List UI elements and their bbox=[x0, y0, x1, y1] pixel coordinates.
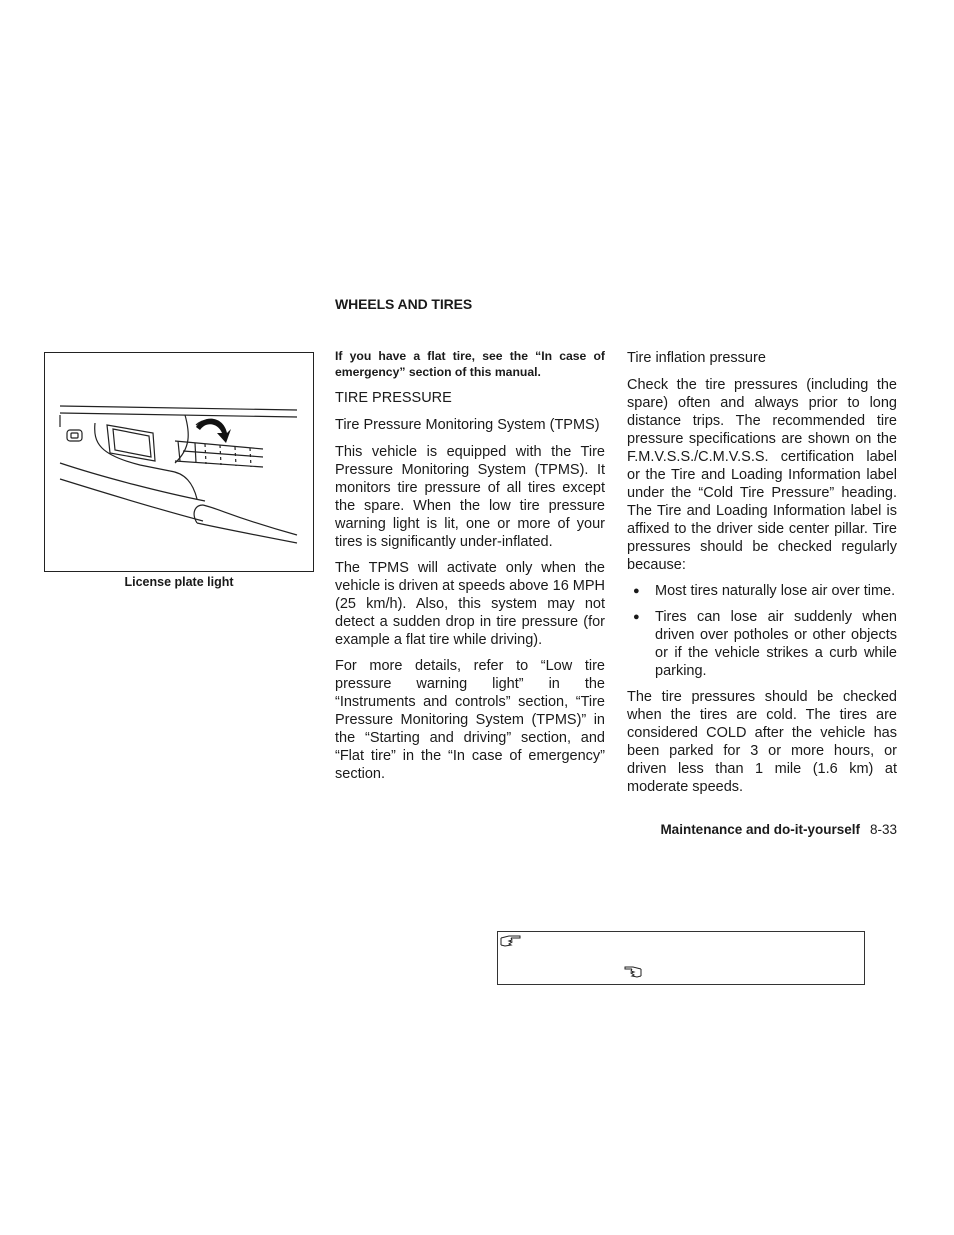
page-number: 8-33 bbox=[869, 822, 897, 837]
tire-pressure-heading: TIRE PRESSURE bbox=[335, 390, 452, 406]
paragraph: The TPMS will activate only when the vehicle is driven at speeds above 16 MPH (25 km/h). Also, this system may not detect a sudden drop in tire pressure (for example a flat tire while driving). bbox=[335, 560, 606, 648]
paragraph: Check the tire pressures (including the spare) often and always prior to long distance trips. The recommended tire pressure specifications are shown on the F.M.V.S.S./C.M.V.S.S. certification label or the Tire and Loading Information label under the “Cold Tire Pressure” heading. The Tire and Loading Information label is affixed to the driver side center pillar. Tire pressures should be checked regularly because: bbox=[627, 377, 897, 573]
paragraph: This vehicle is equipped with the Tire Pressure Monitoring System (TPMS). It monitors tire pressure of all tires except the spare. When the low tire pressure warning light is lit, one or more of your tires is significantly under-inflated. bbox=[335, 444, 605, 550]
page-footer bbox=[560, 822, 897, 837]
bullet-icon: ● bbox=[633, 611, 640, 623]
note-box bbox=[497, 931, 865, 985]
figure-frame bbox=[44, 352, 314, 572]
footer-section: Maintenance and do-it-yourself bbox=[660, 822, 860, 837]
pointing-hand-left-icon bbox=[624, 966, 642, 978]
paragraph: The tire pressures should be checked when the tires are cold. The tires are considered COLD after the vehicle has been parked for 3 or more hours, or driven less than 1 mile (1.6 km) at moderate speeds. bbox=[627, 689, 897, 795]
warning-text: If you have a flat tire, see the “In case of emergency” section of this manual. bbox=[335, 349, 605, 379]
figure-caption: License plate light bbox=[124, 575, 234, 589]
license-plate-light-illustration bbox=[45, 353, 313, 571]
inflation-heading: Tire inflation pressure bbox=[627, 350, 766, 366]
section-title: WHEELS AND TIRES bbox=[335, 296, 473, 312]
paragraph: For more details, refer to “Low tire pressure warning light” in the “Instruments and controls” section, “Tire Pressure Monitoring System (TPMS)” in the “Starting and driving” section, and “Flat tire” in the “In case of emergency” section. bbox=[335, 658, 605, 782]
middle-column bbox=[335, 349, 605, 791]
pointing-hand-right-icon bbox=[500, 934, 522, 948]
right-column bbox=[627, 349, 897, 804]
tpms-subheading: Tire Pressure Monitoring System (TPMS) bbox=[335, 417, 600, 433]
bullet-icon: ● bbox=[633, 585, 640, 597]
list-item: ● Tires can lose air suddenly when driven over potholes or other objects or if the vehicle strikes a curb while parking. bbox=[627, 608, 897, 680]
list-item: ● Most tires naturally lose air over time. bbox=[627, 582, 897, 600]
